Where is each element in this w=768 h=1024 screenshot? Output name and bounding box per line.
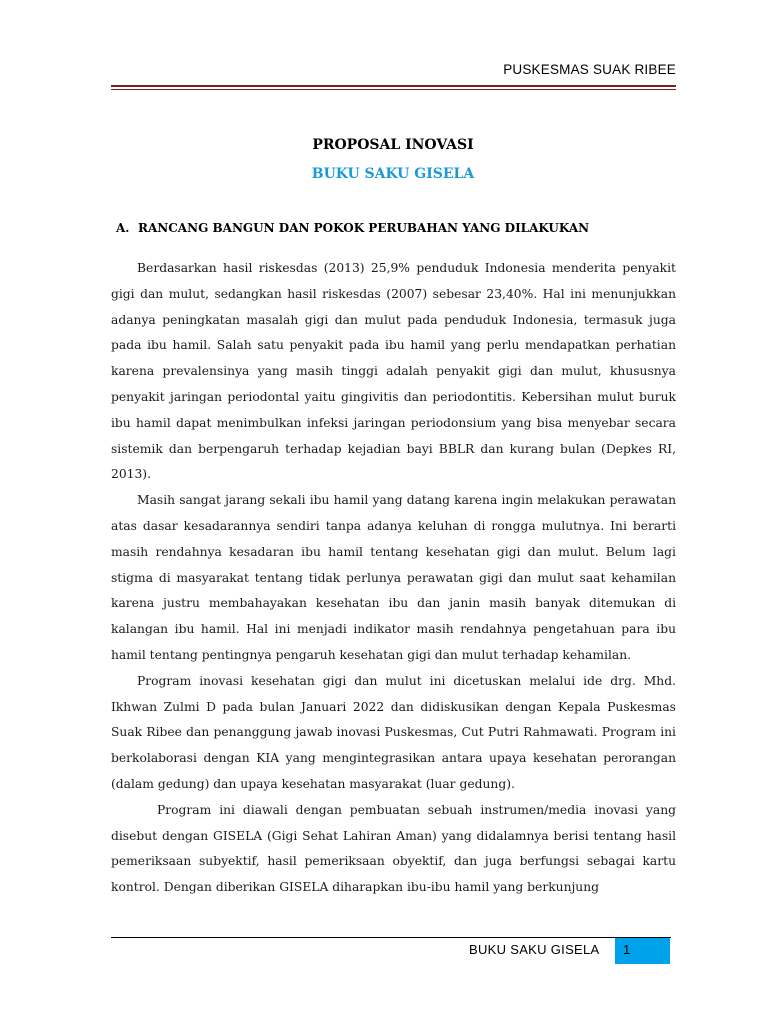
section-heading — [116, 221, 589, 235]
section-heading-text: RANCANG BANGUN DAN POKOK PERUBAHAN YANG DILAKUKAN — [138, 221, 590, 235]
body-text — [111, 256, 676, 901]
page-number-box — [615, 938, 670, 964]
paragraph-4: Program ini diawali dengan pembuatan sebuah instrumen/media inovasi yang disebut dengan GISELA (Gigi Sehat Lahiran Aman) yang didalamnya berisi tentang hasil pemeriksaan subyektif, hasil pemeriksaan obyektif, dan juga berfungsi sebagai kartu kontrol. Dengan diberikan GISELA diharapkan ibu-ibu hamil yang berkunjung — [111, 802, 676, 895]
footer-rule — [111, 937, 671, 938]
section-letter: A. — [116, 221, 130, 235]
document-title: PROPOSAL INOVASI — [312, 137, 474, 153]
document-subtitle: BUKU SAKU GISELA — [311, 166, 475, 182]
paragraph-3: Program inovasi kesehatan gigi dan mulut ini dicetuskan melalui ide drg. Mhd. Ikhwan Zulmi D pada bulan Januari 2022 dan didiskusikan dengan Kepala Puskesmas Suak Ribee dan penanggung jawab inovasi Puskesmas, Cut Putri Rahmawati. Program ini berkolaborasi dengan KIA yang mengintegrasikan antara upaya kesehatan perorangan (dalam gedung) dan upaya kesehatan masyarakat (luar gedung). — [111, 673, 676, 791]
page-number: 1 — [623, 942, 631, 957]
header-rule-thin — [111, 89, 676, 90]
page-header-text: PUSKESMAS SUAK RIBEE — [503, 62, 676, 77]
paragraph-2: Masih sangat jarang sekali ibu hamil yang datang karena ingin melakukan perawatan atas dasar kesadarannya sendiri tanpa adanya keluhan di rongga mulutnya. Ini berarti masih rendahnya kesadaran ibu hamil tentang kesehatan gigi dan mulut. Belum lagi stigma di masyarakat tentang tidak perlunya perawatan gigi dan mulut saat kehamilan karena justru membahayakan kesehatan ibu dan janin masih banyak ditemukan di kalangan ibu hamil. Hal ini menjadi indikator masih rendahnya pengetahuan para ibu hamil tentang pentingnya pengaruh kesehatan gigi dan mulut terhadap kehamilan. — [111, 493, 676, 662]
paragraph-1: Berdasarkan hasil riskesdas (2013) 25,9% penduduk Indonesia menderita penyakit gigi dan mulut, sedangkan hasil riskesdas (2007) sebesar 23,40%. Hal ini menunjukkan adanya peningkatan masalah gigi dan mulut pada penduduk Indonesia, termasuk juga pada ibu hamil. Salah satu penyakit pada ibu hamil yang perlu mendapatkan perhatian karena prevalensinya yang masih tinggi adalah penyakit gigi dan mulut, khususnya penyakit jaringan periodontal yaitu gingivitis dan periodontitis. Kebersihan mulut buruk ibu hamil dapat menimbulkan infeksi jaringan periodonsium yang bisa menyebar secara sistemik dan berpengaruh terhadap kejadian bayi BBLR dan kurang bulan (Depkes RI, 2013). — [111, 261, 676, 482]
header-rule-thick — [111, 85, 676, 87]
footer-label: BUKU SAKU GISELA — [469, 942, 600, 957]
